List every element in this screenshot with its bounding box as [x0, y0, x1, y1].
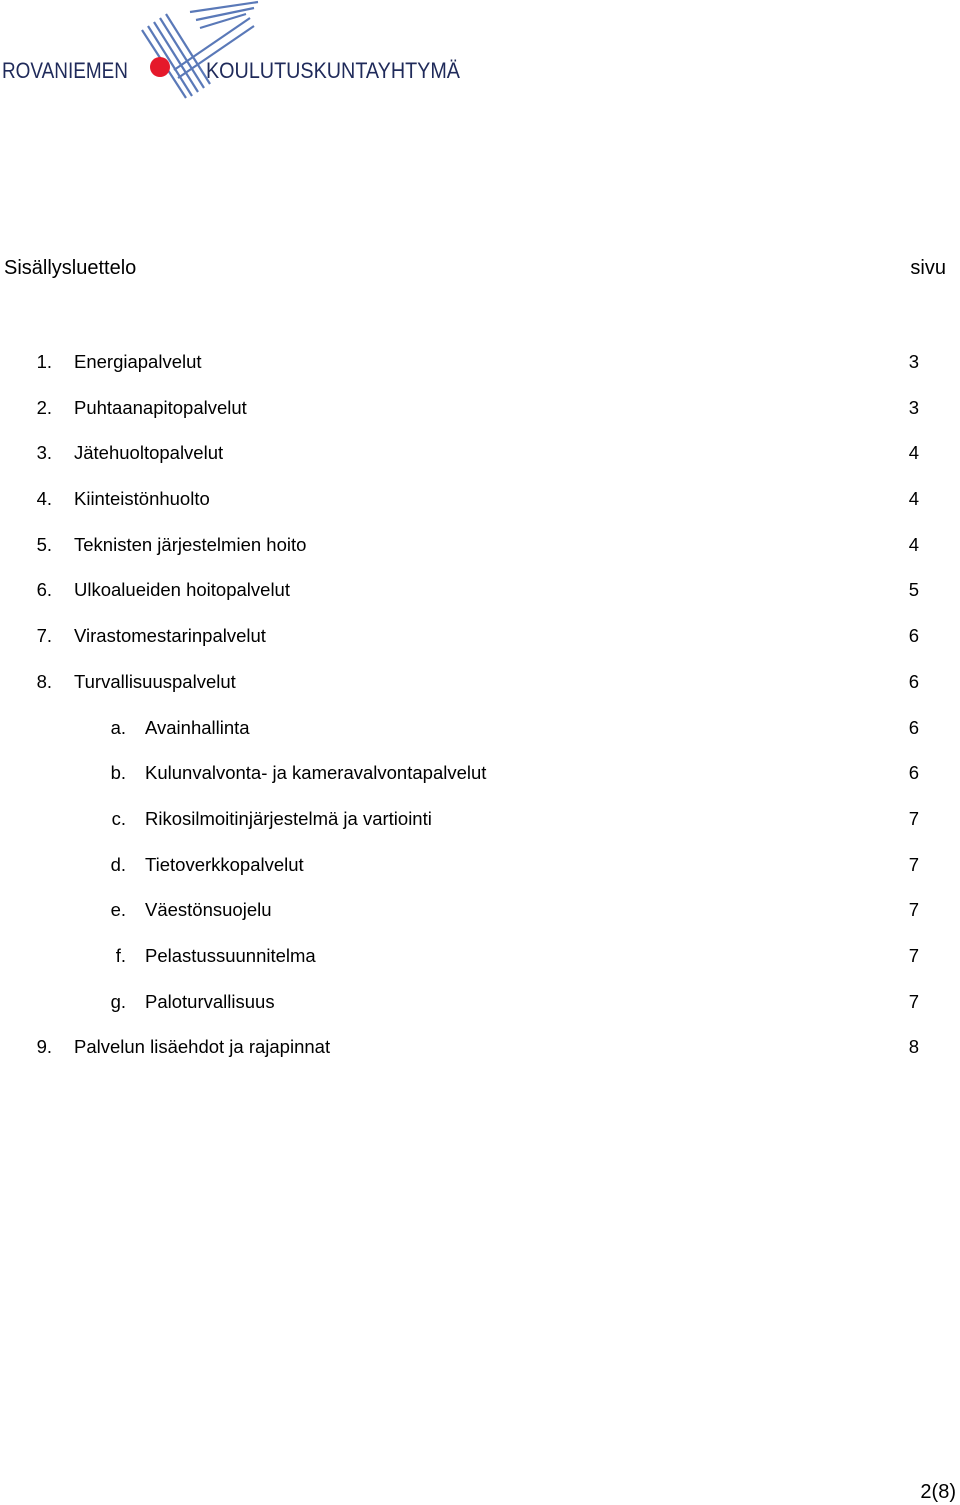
toc-entry: [0, 750, 960, 796]
toc-entry-page: 7: [908, 944, 919, 966]
toc-entry-label: Kiinteistönhuolto: [74, 488, 210, 510]
toc-entry-label: Kulunvalvonta- ja kameravalvontapalvelut: [145, 762, 487, 784]
toc-entry-label: Paloturvallisuus: [145, 990, 275, 1012]
toc-entry-label: Teknisten järjestelmien hoito: [74, 533, 307, 555]
toc-entry: [0, 705, 960, 751]
toc-title: Sisällysluettelo: [4, 257, 137, 279]
toc-entry: [0, 659, 960, 705]
toc-entry-page: 4: [908, 488, 919, 510]
toc-entry: [0, 979, 960, 1025]
logo-red-dot: [150, 57, 170, 77]
toc-entry-page: 7: [908, 807, 919, 829]
toc-entry-number: 8.: [36, 670, 52, 692]
toc-entry-number: c.: [111, 807, 126, 829]
toc-entry-number: a.: [110, 716, 126, 738]
toc-entry-page: 6: [908, 762, 919, 784]
toc-entry-number: 4.: [36, 488, 52, 510]
toc-entry-label: Väestönsuojelu: [145, 899, 272, 921]
toc-entry: [0, 385, 960, 431]
toc-list: [0, 339, 960, 1070]
toc-entry-page: 4: [908, 533, 919, 555]
toc-entry: [0, 567, 960, 613]
toc-entry-number: d.: [110, 853, 126, 875]
toc-entry-page: 6: [908, 716, 919, 738]
logo-graphic: [0, 0, 470, 110]
toc-entry: [0, 887, 960, 933]
toc-entry-number: b.: [110, 762, 126, 784]
toc-entry-page: 3: [908, 351, 919, 372]
toc-entry-number: e.: [110, 899, 126, 921]
toc-entry-number: 6.: [36, 579, 52, 601]
toc-entry-number: 1.: [36, 351, 52, 372]
toc-entry-number: 2.: [36, 396, 52, 418]
toc-entry-page: 4: [908, 442, 919, 464]
toc-entry: [0, 522, 960, 568]
toc-entry-page: 7: [908, 853, 919, 875]
toc-entry: [0, 430, 960, 476]
toc-entry-number: g.: [110, 990, 126, 1012]
toc-entry-number: 9.: [36, 1036, 52, 1058]
toc-entry-label: Virastomestarinpalvelut: [74, 625, 266, 647]
toc-entry-label: Jätehuoltopalvelut: [74, 442, 224, 464]
toc-entry-label: Pelastussuunnitelma: [145, 944, 316, 966]
toc-entry-label: Puhtaanapitopalvelut: [74, 396, 247, 418]
toc-entry-label: Tietoverkkopalvelut: [145, 853, 304, 875]
toc-entry-label: Energiapalvelut: [74, 351, 202, 372]
logo-text-right: KOULUTUSKUNTAYHTYMÄ: [206, 58, 461, 83]
toc-entry-number: f.: [115, 944, 126, 966]
toc-header: [4, 257, 946, 285]
logo-text-left: ROVANIEMEN: [2, 58, 128, 83]
toc-entry-page: 8: [908, 1036, 919, 1058]
toc-entry: [0, 1024, 960, 1070]
toc-entry: [0, 842, 960, 888]
logo-stripes: [142, 2, 258, 98]
toc-entry-page: 7: [908, 990, 919, 1012]
page-indicator: 2(8): [920, 1481, 956, 1503]
toc-entry-label: Palvelun lisäehdot ja rajapinnat: [74, 1036, 331, 1058]
toc-entry-number: 5.: [36, 533, 52, 555]
toc-entry-label: Ulkoalueiden hoitopalvelut: [74, 579, 290, 601]
toc-entry: [0, 613, 960, 659]
toc-entry: [0, 339, 960, 385]
organization-logo: [0, 0, 470, 110]
toc-entry-label: Rikosilmoitinjärjestelmä ja vartiointi: [145, 807, 432, 829]
toc-entry-label: Turvallisuuspalvelut: [74, 670, 236, 692]
toc-entry-number: 7.: [36, 625, 52, 647]
toc-entry: [0, 796, 960, 842]
toc-entry-page: 5: [908, 579, 919, 601]
toc-entry-number: 3.: [36, 442, 52, 464]
toc-entry-page: 6: [908, 625, 919, 647]
toc-entry-page: 3: [908, 396, 919, 418]
toc-entry-label: Avainhallinta: [145, 716, 250, 738]
toc-page-column-label: sivu: [910, 257, 946, 279]
toc-entry-page: 7: [908, 899, 919, 921]
toc-entry-page: 6: [908, 670, 919, 692]
toc-entry: [0, 933, 960, 979]
toc-entry: [0, 476, 960, 522]
